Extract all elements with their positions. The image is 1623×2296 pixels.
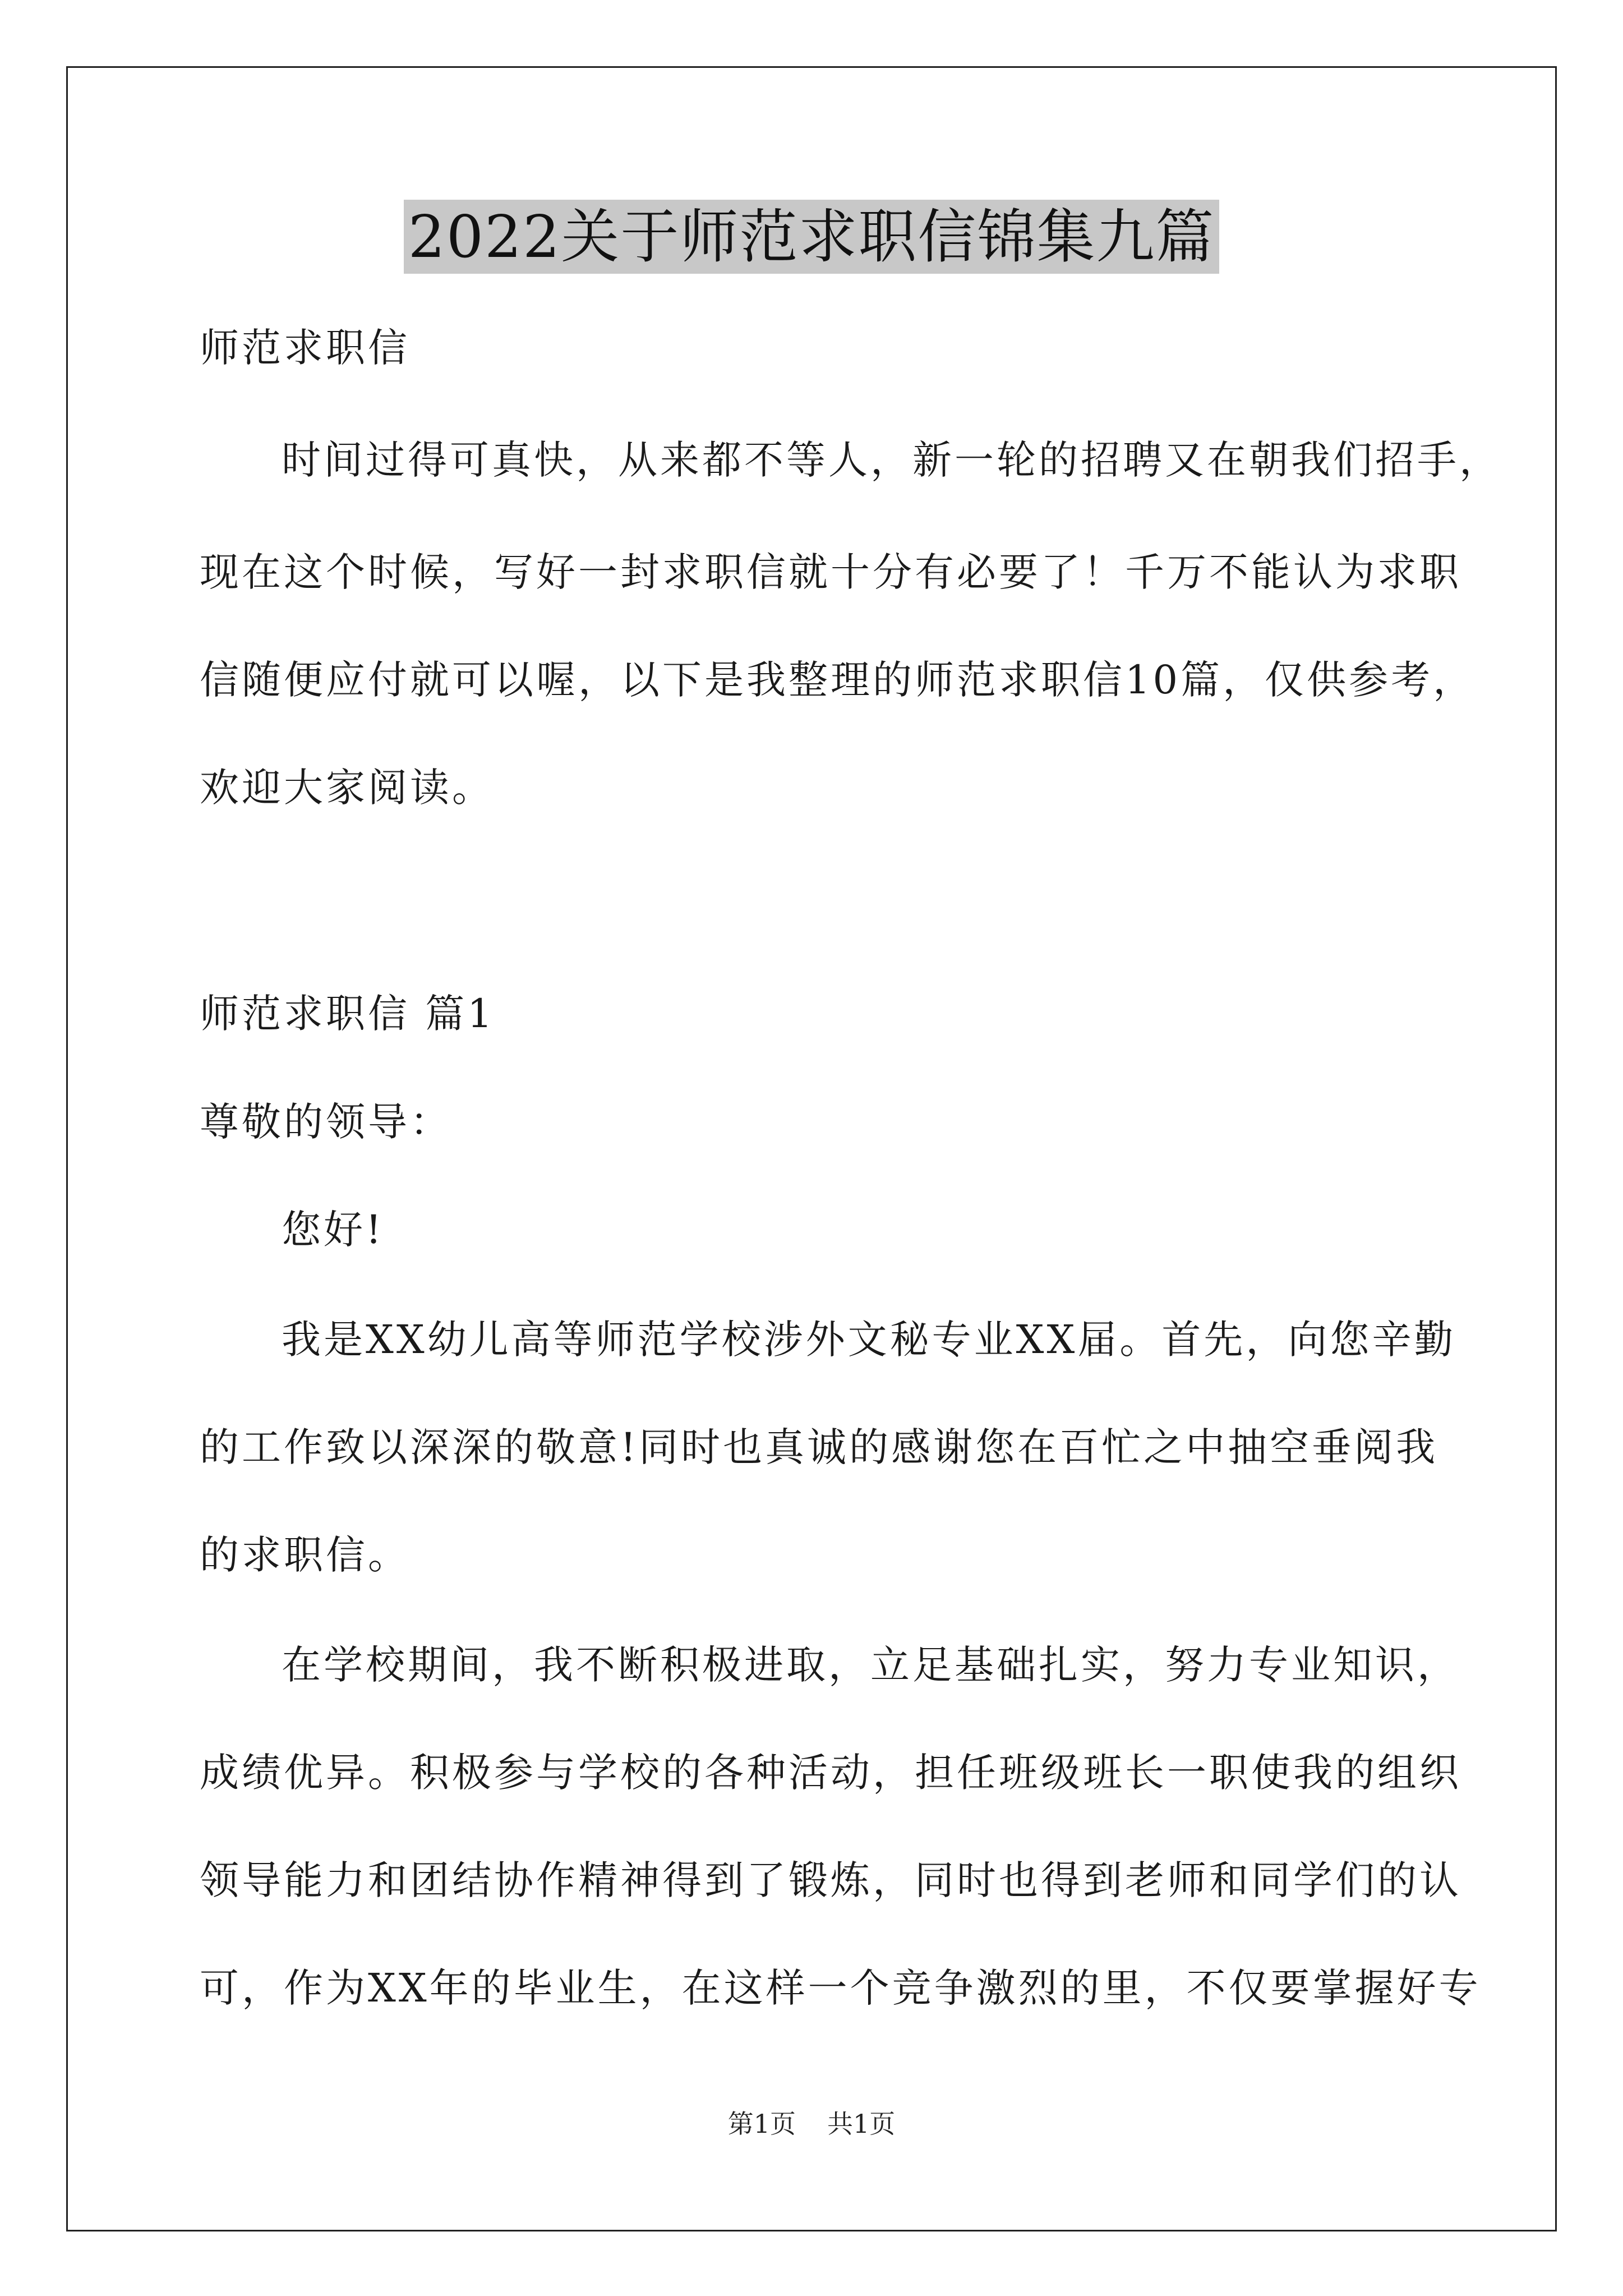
title-container [0,200,1623,274]
paragraph-line: 领导能力和团结协作精神得到了锻炼，同时也得到老师和同学们的认 [200,1857,1461,1903]
salutation: 尊敬的领导： [200,1099,452,1145]
greeting: 您好! [282,1207,385,1253]
paragraph-line: 的工作致以深深的敬意!同时也真诚的感谢您在百忙之中抽空垂阅我 [200,1424,1438,1470]
paragraph-line: 可，作为XX年的毕业生，在这样一个竞争激烈的里，不仅要掌握好专 [200,1965,1481,2011]
intro-line: 信随便应付就可以喔，以下是我整理的师范求职信10篇，仅供参考， [200,657,1476,703]
paragraph-line: 我是XX幼儿高等师范学校涉外文秘专业XX届。首先，向您辛勤 [282,1317,1456,1363]
intro-heading: 师范求职信 [200,325,410,371]
section-heading: 师范求职信 篇1 [200,991,495,1037]
document-title: 2022关于师范求职信锦集九篇 [404,200,1220,274]
intro-line: 时间过得可真快，从来都不等人，新一轮的招聘又在朝我们招手， [282,437,1501,483]
intro-line: 现在这个时候，写好一封求职信就十分有必要了！千万不能认为求职 [200,549,1461,595]
page-number-total: 共1页 [827,2109,896,2139]
page-footer [0,2107,1623,2141]
paragraph-line: 成绩优异。积极参与学校的各种活动，担任班级班长一职使我的组织 [200,1750,1461,1796]
paragraph-line: 的求职信。 [200,1532,410,1578]
page-number-current: 第1页 [727,2109,796,2139]
paragraph-line: 在学校期间，我不断积极进取，立足基础扎实，努力专业知识， [282,1642,1459,1688]
intro-line: 欢迎大家阅读。 [200,765,494,811]
